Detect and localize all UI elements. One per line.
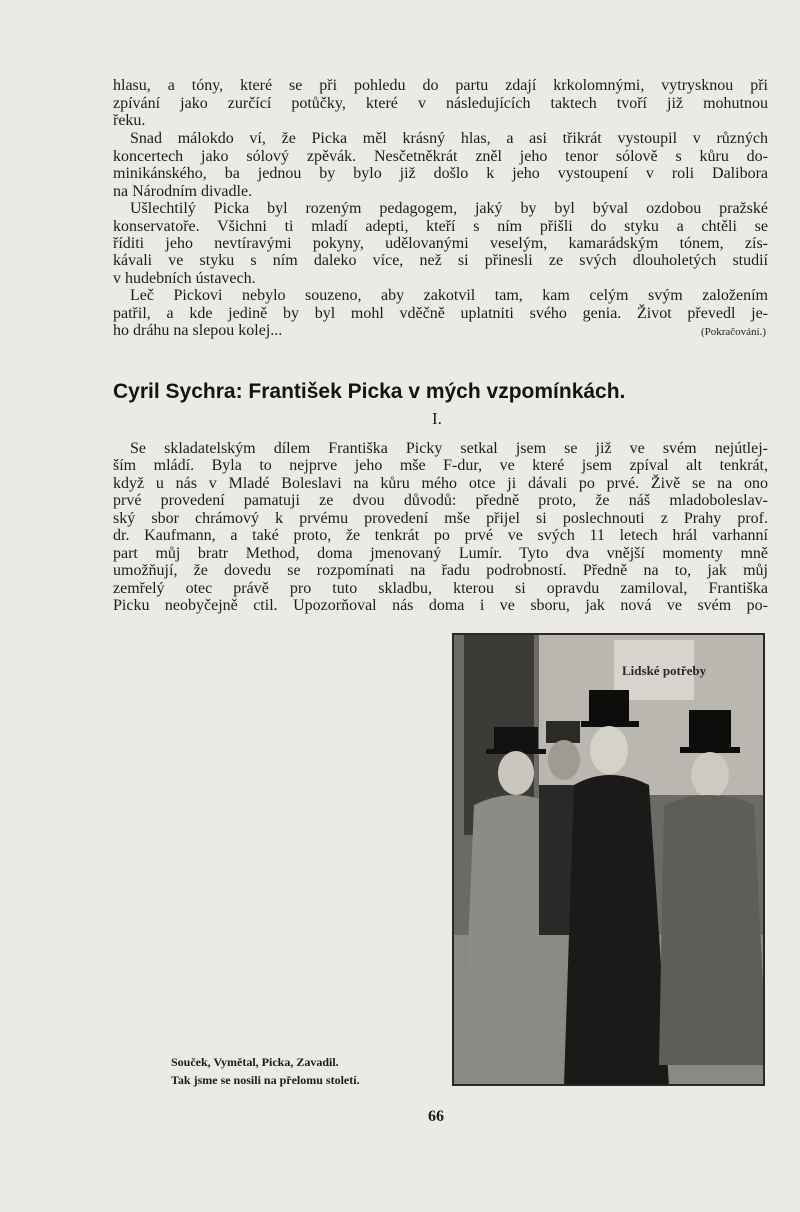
text-line: Leč Pickovi nebylo souzeno, aby zakotvil tam, kam celým svým založením	[130, 287, 768, 304]
continuation-note: (Pokračování.)	[700, 326, 766, 338]
group-photo	[452, 633, 765, 1086]
text-line: Snad málokdo ví, že Picka měl krásný hlas, a asi třikrát vystoupil v různých	[130, 130, 768, 147]
text-line: part můj bratr Method, doma jmenovaný Lumír. Tyto dva vnější momenty mně	[113, 545, 768, 562]
text-line: ský sbor chrámový k prvému provedení mše přijel si poslechnouti z Prahy prof.	[113, 510, 768, 527]
page-number: 66	[428, 1108, 444, 1125]
text-line: zpívání jako zurčící potůčky, které v následujících taktech tvoří již mohutnou	[113, 95, 768, 112]
text-line: prvé provedení pamatuji ze dvou důvodů: předně proto, že náš mladoboleslav-	[113, 492, 768, 509]
text-line: Se skladatelským dílem Františka Picky setkal jsem se již ve svém nejútlej-	[130, 440, 768, 457]
text-line: hlasu, a tóny, které se při pohledu do partu zdají krkolomnými, vytrysknou při	[113, 77, 768, 94]
article-title: Cyril Sychra: František Picka v mých vzpomínkách.	[113, 380, 626, 403]
poster-text: Lidské potřeby	[622, 663, 707, 678]
text-line: když u nás v Mladé Boleslavi na kůru mého otce ji dávali po prvé. Živě se na ono	[113, 475, 768, 492]
text-line: minikánského, ba jednou by bylo již došlo k jeho vystoupení v roli Dalibora	[113, 165, 768, 182]
photo-illustration	[454, 635, 765, 1086]
text-line: říditi jeho nevtíravými pokyny, udělovanými veselým, kamarádským tónem, zís-	[113, 235, 768, 252]
text-line: řeku.	[113, 112, 146, 129]
photo-caption-names: Souček, Vymětal, Picka, Zavadil.	[171, 1055, 339, 1069]
text-line: kávali ve styku s ním daleko více, než si přinesli ze svých dlouholetých studií	[113, 252, 768, 269]
text-line: konservatoře. Všichni ti mladí adepti, kteří s ním přišli do styku a chtěli se	[113, 218, 768, 235]
text-line: dr. Kaufmann, a také proto, že tenkrát po prvé ve svých 11 letech hrál varhanní	[113, 527, 768, 544]
text-line: zemřelý otec právě pro tuto skladbu, kterou si opravdu zamiloval, Františka	[113, 580, 768, 597]
text-line: patřil, a kde jedině by byl mohl vděčně uplatniti svého genia. Život převedl je-	[113, 305, 768, 322]
text-line: Ušlechtilý Picka byl rozeným pedagogem, jaký by byl býval ozdobou pražské	[130, 200, 768, 217]
text-line: v hudebních ústavech.	[113, 270, 256, 287]
photo-caption-description: Tak jsme se nosili na přelomu století.	[171, 1073, 360, 1087]
part-number: I.	[432, 409, 442, 428]
text-line: Picku neobyčejně ctil. Upozorňoval nás doma i ve sboru, jak nová ve svém po-	[113, 597, 768, 614]
text-line: na Národním divadle.	[113, 183, 253, 200]
text-line: ším mládí. Byla to nejprve jeho mše F-dur, ve které jsem zpíval alt tenkrát,	[113, 457, 768, 474]
text-line: ho dráhu na slepou kolej...	[113, 322, 283, 339]
text-line: koncertech jako sólový zpěvák. Nesčetněkrát zněl jeho tenor sólově s kůru do-	[113, 148, 768, 165]
text-line: umožňují, že dovedu se rozpomínati na řadu podrobností. Předně na to, jak můj	[113, 562, 768, 579]
